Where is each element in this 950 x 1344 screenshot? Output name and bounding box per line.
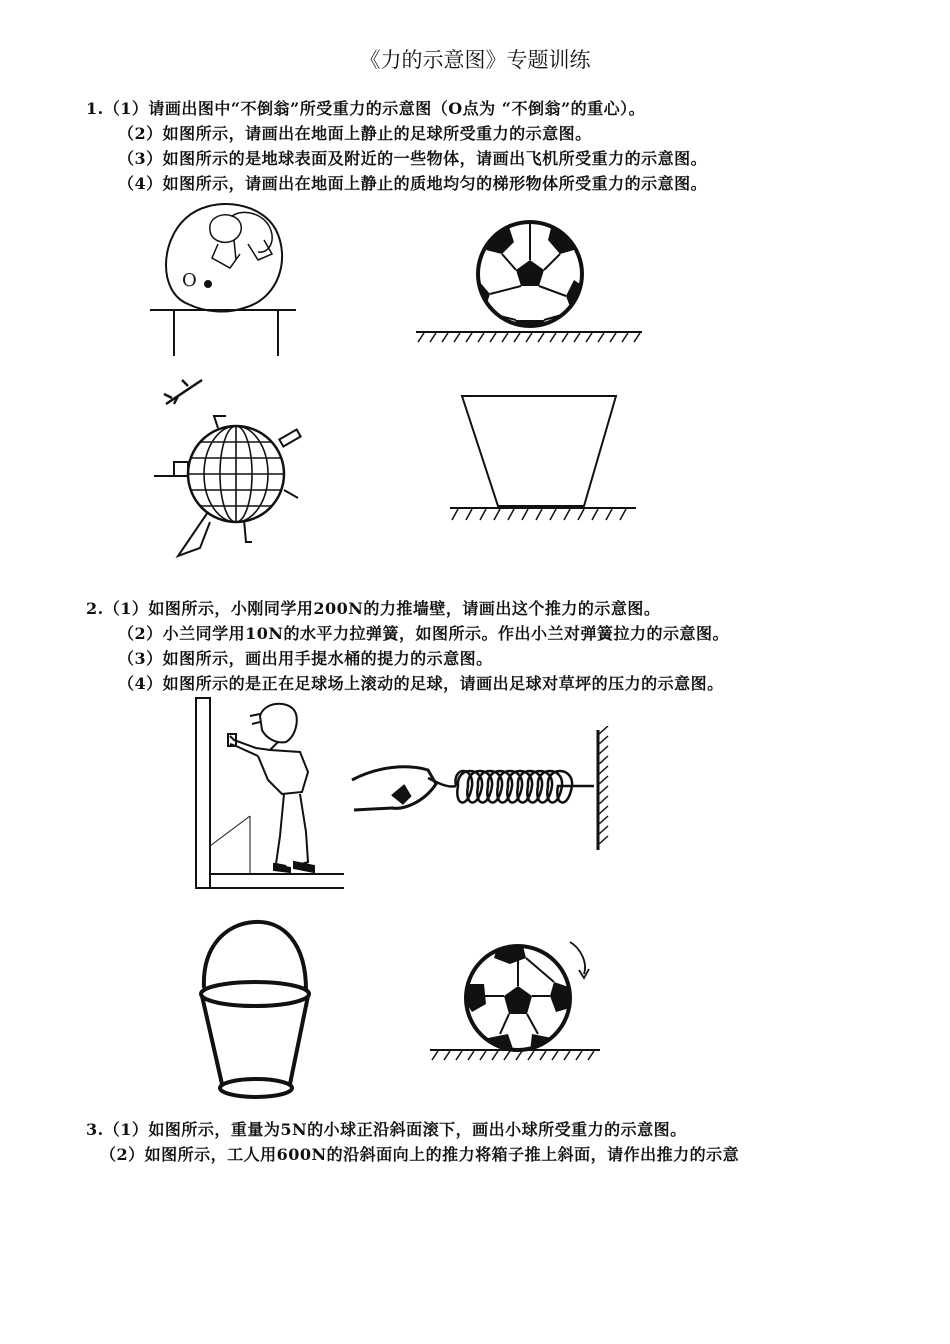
q3-part2-text: （2）如图所示，工人用600N的沿斜面向上的推力将箱子推上斜面，请作出推力的示意 xyxy=(100,1145,740,1164)
page-title: 《力的示意图》专题训练 xyxy=(359,48,591,72)
tumbler-figure xyxy=(148,196,298,358)
boy-pushing-wall-figure xyxy=(190,696,346,892)
football-static-figure xyxy=(412,208,647,344)
q2-part3-text: （3）如图所示，画出用手提水桶的提力的示意图。 xyxy=(118,649,493,668)
spring-pull-figure xyxy=(348,726,616,854)
q2-part4-text: （4）如图所示的是正在足球场上滚动的足球，请画出足球对草坪的压力的示意图。 xyxy=(118,674,724,693)
q2-part2-text: （2）小兰同学用10N的水平力拉弹簧，如图所示。作出小兰对弹簧拉力的示意图。 xyxy=(118,624,730,643)
q1-part4-text: （4）如图所示，请画出在地面上静止的质地均匀的梯形物体所受重力的示意图。 xyxy=(118,174,708,193)
q3-part1-text: 3.（1）如图所示，重量为5N的小球正沿斜面滚下，画出小球所受重力的示意图。 xyxy=(86,1120,687,1139)
football-rolling-figure xyxy=(428,934,608,1064)
q1-part1-text: 1.（1）请画出图中“不倒翁”所受重力的示意图（O点为 “不倒翁”的重心）。 xyxy=(86,99,646,118)
tumbler-label: O xyxy=(182,270,197,291)
q1-part2-text: （2）如图所示，请画出在地面上静止的足球所受重力的示意图。 xyxy=(118,124,592,143)
trapezoid-figure xyxy=(444,392,644,528)
earth-plane-figure xyxy=(148,372,308,560)
q1-part3-text: （3）如图所示的是地球表面及附近的一些物体，请画出飞机所受重力的示意图。 xyxy=(118,149,708,168)
bucket-figure xyxy=(190,916,330,1102)
airplane-icon xyxy=(164,380,202,404)
q2-part1-text: 2.（1）如图所示，小刚同学用200N的力推墙壁，请画出这个推力的示意图。 xyxy=(86,599,661,618)
